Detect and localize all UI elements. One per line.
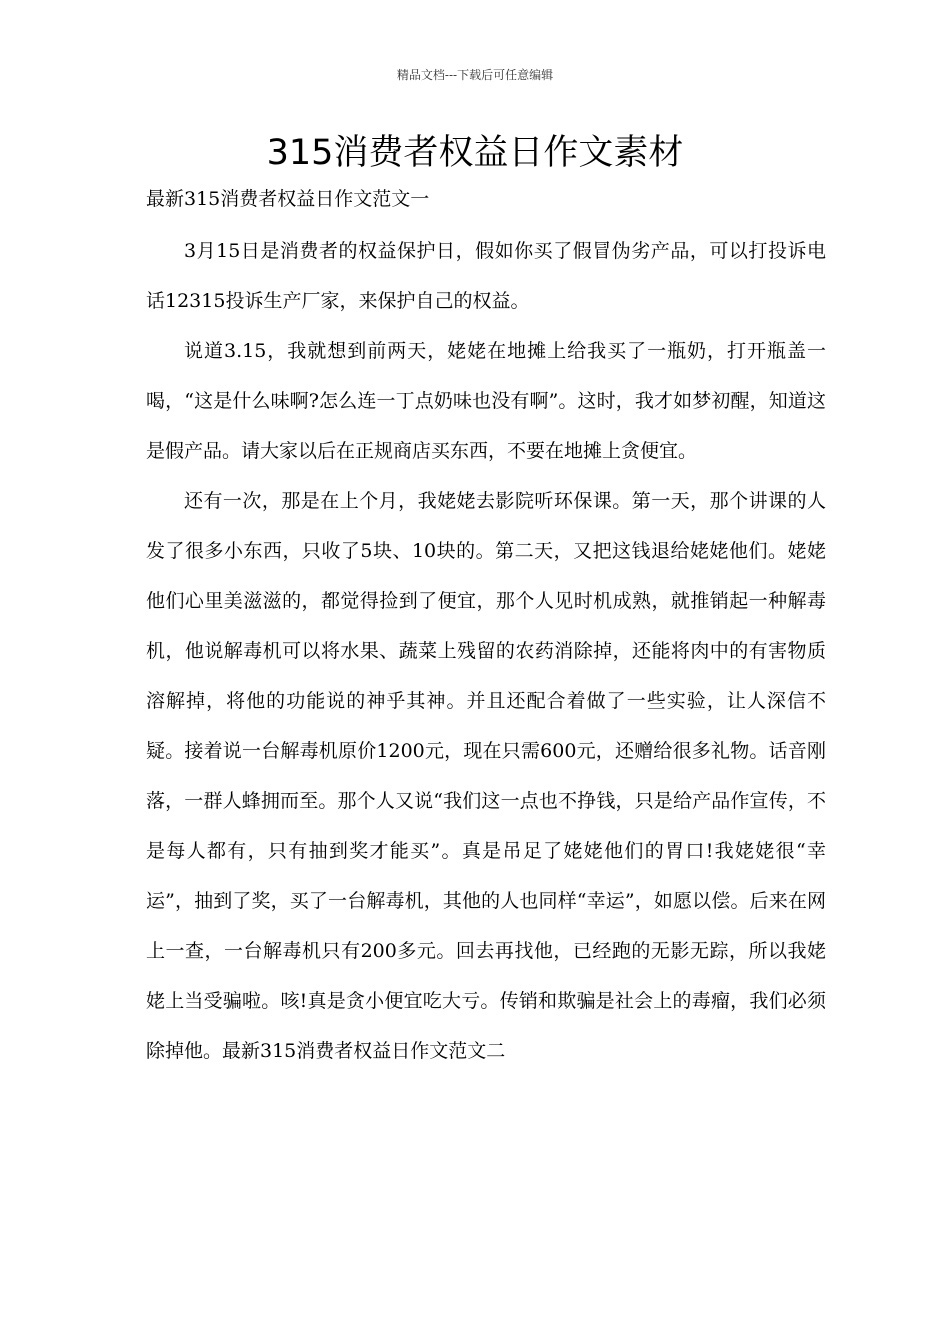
paragraph-2: 说道3.15，我就想到前两天，姥姥在地摊上给我买了一瓶奶，打开瓶盖一喝，“这是什么味啊?怎么连一丁点奶味也没有啊”。这时，我才如梦初醒，知道这是假产品。请大家以后在正规商店买东西，不要在地摊上贪便宜。 <box>146 340 826 462</box>
page-header: 精品文档---下载后可任意编辑 <box>396 68 554 82</box>
document-title: 315消费者权益日作文素材 <box>266 133 684 173</box>
paragraph-3: 还有一次，那是在上个月，我姥姥去影院听环保课。第一天，那个讲课的人发了很多小东西，只收了5块、10块的。第二天，又把这钱退给姥姥他们。姥姥他们心里美滋滋的，都觉得捡到了便宜，那个人见时机成熟，就推销起一种解毒机，他说解毒机可以将水果、蔬菜上残留的农药消除掉，还能将肉中的有害物质溶解掉，将他的功能说的神乎其神。并且还配合着做了一些实验，让人深信不疑。接着说一台解毒机原价1200元，现在只需600元，还赠给很多礼物。话音刚落，一群人蜂拥而至。那个人又说“我们这一点也不挣钱，只是给产品作宣传，不是每人都有，只有抽到奖才能买”。真是吊足了姥姥他们的胃口!我姥姥很“幸运”，抽到了奖，买了一台解毒机，其他的人也同样“幸运”，如愿以偿。后来在网上一查，一台解毒机只有200多元。回去再找他，已经跑的无影无踪，所以我姥姥上当受骗啦。咳!真是贪小便宜吃大亏。传销和欺骗是社会上的毒瘤，我们必须除掉他。最新315消费者权益日作文范文二 <box>146 490 826 1062</box>
document-subtitle: 最新315消费者权益日作文范文一 <box>146 188 430 210</box>
paragraph-1: 3月15日是消费者的权益保护日，假如你买了假冒伪劣产品，可以打投诉电话12315投诉生产厂家，来保护自己的权益。 <box>146 240 826 312</box>
document-body <box>146 226 826 1076</box>
